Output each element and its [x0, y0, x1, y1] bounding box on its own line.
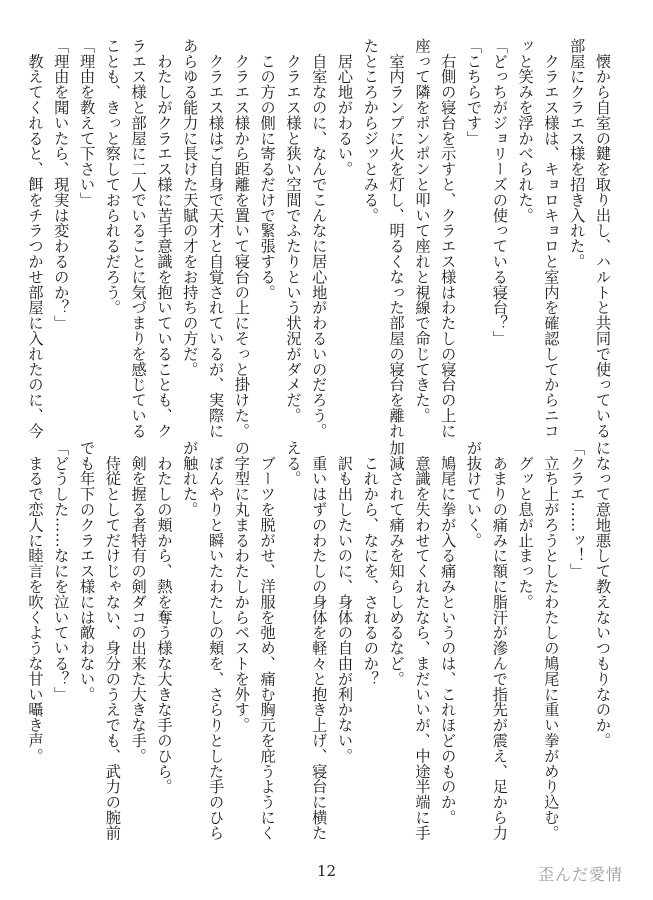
text-line: える。 [284, 440, 303, 487]
text-line: ブーツを脱がせ、洋服を弛め、痛む胸元を庇うようにく [258, 440, 277, 841]
text-line: 部屋にクラエス様を招き入れた。 [568, 38, 587, 269]
text-line: ぼんやりと瞬いたわたしの頬を、さらりとした手のひら [207, 440, 226, 841]
text-line: 意識を失わせてくれたなら、まだいいが、中途半端に手 [413, 440, 432, 841]
text-line: わたしがクラエス様に苦手意識を抱いていることも、ク [155, 38, 174, 439]
running-title: 歪んだ愛情 [537, 865, 623, 884]
text-line: たところからジッとみる。 [361, 38, 380, 223]
text-line: 教えてくれると、餌をチラつかせ部屋に入れたのに、今 [26, 38, 45, 439]
text-line: 加減されて痛みを知らしめるなど。 [387, 440, 406, 687]
text-line: 「クラエ……ッ！」 [568, 440, 587, 579]
text-line: ッと笑みを浮かべられた。 [516, 38, 535, 223]
text-line: 「こちらです」 [465, 38, 484, 146]
text-line: 「どっちがジョリーズの使っている寝台？」 [490, 38, 509, 346]
text-line: クラエス様はご自身で天才と自覚されているが、実際に [207, 38, 226, 439]
text-line: クラエス様は、キョロキョロと室内を確認してからニコ [542, 38, 561, 439]
text-line: この方の側に寄るだけで緊張する。 [258, 38, 277, 300]
text-line: 居心地がわるい。 [336, 38, 355, 177]
upper-text-block [26, 38, 615, 439]
text-line: 右側の寝台を示すと、クラエス様はわたしの寝台の上に [439, 38, 458, 439]
text-line: これから、なにを、されるのか？ [361, 440, 380, 687]
text-line: 剣を握る者特有の剣ダコの出来た大きな手。 [129, 440, 148, 764]
text-line: 「理由を教えて下さい」 [78, 38, 97, 208]
text-line: あまりの痛みに額に脂汗が滲んで指先が震え、足から力 [490, 440, 509, 841]
text-line: 重いはずのわたしの身体を軽々と抱き上げ、寝台に横た [310, 440, 329, 841]
text-line: 鳩尾に拳が入る痛みというのは、これほどのものか。 [439, 440, 458, 825]
text-line: 侍従としてだけじゃない、身分のうえでも、武力の腕前 [103, 440, 122, 841]
text-line: わたしの頬から、熱を奪う様な大きな手のひら。 [155, 440, 174, 795]
text-line: 自室なのに、なんでこんなに居心地がわるいのだろう。 [310, 38, 329, 439]
text-line: が抜けていく。 [465, 440, 484, 548]
page-number: 12 [316, 862, 337, 880]
text-line: クラエス様から距離を置いて寝台の上にそっと掛けた。 [232, 38, 251, 439]
text-line: あらゆる能力に長けた天賦の才をお持ちの方だ。 [181, 38, 200, 377]
text-line: 室内ランプに火を灯し、明るくなった部屋の寝台を離れ [387, 38, 406, 439]
text-line: クラエス様と狭い空間でふたりという状況がダメだ。 [284, 38, 303, 423]
text-line: 「理由を聞いたら、現実は変わるのか？」 [52, 38, 71, 331]
text-line: が触れた。 [181, 440, 200, 517]
text-line: 立ち上がろうとしたわたしの鳩尾に重い拳がめり込む。 [542, 440, 561, 841]
text-line: 懐から自室の鍵を取り出し、ハルトと共同で使っている [594, 38, 612, 439]
text-line: 「どうした……なにを泣いている？」 [52, 440, 71, 702]
text-line: 座って隣をポンポンと叩いて座れと視線で命じてきた。 [413, 38, 432, 423]
text-line: ラエス様と部屋に二人でいることに気づまりを感じている [129, 38, 148, 439]
text-line: グッと息が止まった。 [516, 440, 535, 610]
text-line: ことも、きっと察しておられるだろう。 [103, 38, 122, 316]
text-line: の字型に丸まるわたしからベストを外す。 [232, 440, 251, 733]
text-line: になって意地悪して教えないつもりなのか。 [594, 440, 612, 748]
text-line: まるで恋人に睦言を吹くような甘い囁き声。 [26, 440, 45, 764]
lower-text-block [26, 440, 615, 841]
text-line: 訳も出したいのに、身体の自由が利かない。 [336, 440, 355, 764]
text-line: でも年下のクラエス様には敵わない。 [78, 440, 97, 702]
